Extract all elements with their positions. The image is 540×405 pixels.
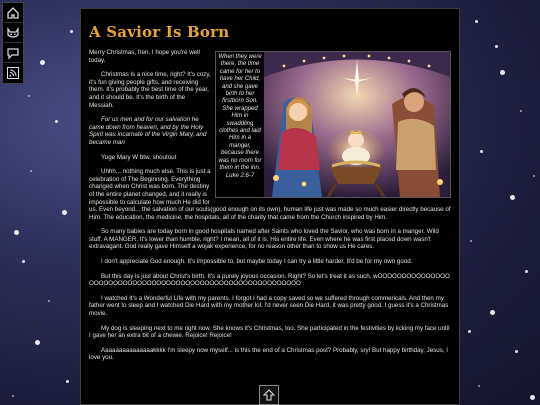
- post-paragraph: Aaaaaaaaaaaaaaakkkk I'm sleepy now myself... is this the end of a Christmas post? Probably, sry! But happy birthday, Jesus, I love you.: [89, 346, 448, 362]
- blog-post: [80, 8, 460, 405]
- arrow-up-icon: [263, 389, 275, 401]
- nativity-image: [264, 52, 450, 197]
- post-paragraph: Yuge Mary W btw, shoutout: [101, 153, 177, 161]
- cat-button[interactable]: [4, 24, 22, 43]
- figure-caption: When they were there, the time came for her to have her Child, and she gave birth to her firstborn Son. She wrapped Him in swaddling clothes and laid Him in a manger, because there was no room for them in the inn. Luke 2:6-7: [218, 54, 262, 179]
- scroll-to-top-button[interactable]: [259, 385, 279, 405]
- chat-button[interactable]: [4, 44, 22, 63]
- post-paragraph: Christmas is a nice time, right? It's cozy, it's fun giving people gifts, and receiving them. It's probably the best time of the year, and it should be. It's the birth of the Messiah.: [89, 71, 211, 109]
- chat-icon: [6, 46, 20, 60]
- post-paragraph: So many babies are today born in good hospitals named after Saints who loved the Savior, who was born in a manger. Wild stuff. A MANGER. It's lower than humble, right? I mean, all of it is. His entire life. Even where he was first placed down wasn't extravagant. God really gave Himself a wojak experience, for no reason other than to show us He cares.: [89, 228, 439, 251]
- post-paragraph: I don't appreciate God enough. It's impossible to, but maybe today I can try a little harder. It'd be for my own good.: [101, 258, 413, 266]
- sidebar-nav: [2, 2, 24, 84]
- post-paragraph: I watched It's a Wonderful Life with my parents. I forgot I had a copy saved so we suffered through commericals. And then my father went to sleep and I watched Die Hard with my mother lol. I'd never seen Die Hard, it was pretty good. I guess it's a Christmas movie.: [89, 294, 449, 318]
- rss-icon: [6, 66, 20, 80]
- post-title: A Savior Is Born: [89, 23, 230, 41]
- cat-face-icon: [6, 26, 20, 40]
- post-paragraph: Uhhh... nothing much else. This is just a celebration of The Beginning. Everything changed when Christ was born. The destiny of the entire planet changed, and it really is impossible to calculate how much He did for us. Even beyond... the salvation of our souls(good enough on its own), human life just was made so much easier directly because of Him. The education, the medicine, the hospitals, all of the charity that came from the Church inspired by Him.: [89, 168, 451, 221]
- post-quote: For us men and for our salvation he came down from heaven, and by the Holy Spirit was incarnate of the Virgin Mary, and became man: [89, 116, 207, 146]
- post-paragraph: My dog is sleeping next to me right now. She knows it's Christmas, too. She participated in the festivities by licking my face until I gave her an extra bit of a chewie. Rejoice! Rejoice!: [89, 324, 450, 340]
- rss-button[interactable]: [4, 64, 22, 82]
- home-icon: [6, 6, 20, 20]
- post-figure: [215, 51, 451, 198]
- post-paragraph: But this day is just about Christ's birth. It's a purely joyous occasion. Right? So let's treat it as such. wOOOOOOOOOOOOOOOOOOOOOOOOOOOOOOOOOOOOOOOOOOOOOOOOOOOOOOOOOOO: [89, 272, 450, 288]
- home-button[interactable]: [4, 4, 22, 23]
- post-paragraph: Merry Christmas, fren. I hope you're well today.: [89, 49, 200, 64]
